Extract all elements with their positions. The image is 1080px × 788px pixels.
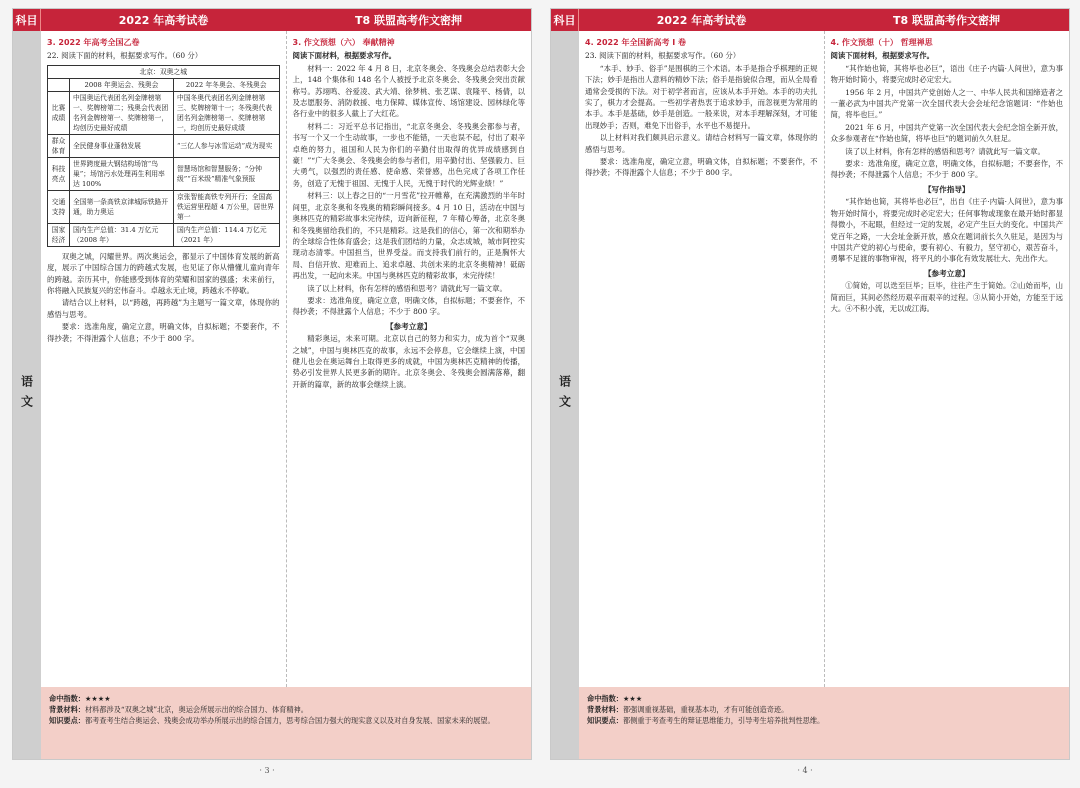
paragraph: 读了以上材料，你有怎样的感悟和思考？请就此写一篇文章。 <box>845 146 1045 156</box>
paragraph: 要求：选准角度，确定立意，明确文体，自拟标题；不要套作，不得抄袭；不得泄露个人信息；不少于 800 字。 <box>292 295 525 317</box>
table-row <box>48 190 280 223</box>
table-header: 2022 年冬奥会、冬残奥会 <box>173 78 279 91</box>
table-cell: 世界跨度最大钢结构场馆“鸟巢”；场馆污水处理再生利用率达 100% <box>70 157 174 190</box>
subject-sidebar <box>551 31 579 759</box>
section-title: 3. 2022 年高考全国乙卷 <box>47 38 140 47</box>
paragraph: 要求：选准角度，确定立意，明确文体，自拟标题；不要套作，不得抄袭；不得泄露个人信息；不少于 800 字。 <box>47 322 280 343</box>
reference-text: 精彩奥运，未来可期。北京以自己的努力和实力，成为首个“双奥之城”，中国与奥林匹克的故事，永远不会停息，它会继续上演，中国健儿也会在奥运舞台上取得更多的成就，中国为奥林匹克精神的传播，势必引发世界人民更多新的期许。北京冬奥会、冬残奥会圆满落幕，翻开新的篇章，新的故事会继续上演。 <box>292 334 525 389</box>
paragraph: 1956 年 2 月，中国共产党创始人之一、中华人民共和国缔造者之一董必武为中国共产党第一次全国代表大会会址纪念馆题词：“作始也简，将毕也巨。” <box>830 87 1063 120</box>
comparison-table <box>47 65 280 247</box>
table-cell: 科技亮点 <box>48 157 70 190</box>
subject-sidebar <box>13 31 41 759</box>
table-cell: 国内生产总值：31.4 万亿元（2008 年） <box>70 223 174 246</box>
table-row <box>48 223 280 246</box>
background-label: 背景材料： <box>587 705 623 714</box>
paragraph: 双奥之城，闪耀世界。两次奥运会，都显示了中国体育发展的新高度，展示了中国综合国力的跨越式发展，也见证了你从懵懂儿童向青年的跨越。亲历其中，你能感受到体育的荣耀和国家的强盛；未来前行，你将融入民族复兴的宏伟奋斗。卓越永无止境，跨越永不停歇。 <box>47 251 280 296</box>
page-content <box>41 31 531 687</box>
question-prompt: 23. 阅读下面的材料，根据要求写作。（60 分） <box>585 51 741 61</box>
paragraph: 读了以上材料，你有怎样的感悟和思考？请就此写一篇文章。 <box>307 283 507 293</box>
prompt-intro: 阅读下面材料，根据要求写作。 <box>292 51 396 61</box>
knowledge-text: 都考查考生结合奥运会、残奥会成功举办所展示出的综合国力，思考综合国力强大的现实意义以及对自身发展、国家未来的展望。 <box>84 716 495 725</box>
reference-title: 【参考立意】 <box>923 268 970 278</box>
table-row <box>48 157 280 190</box>
table-cell: 国家经济 <box>48 223 70 246</box>
page-3 <box>12 8 532 760</box>
section-title: 4. 2022 年全国新高考 Ⅰ 卷 <box>585 38 686 47</box>
table-cell: 交通支持 <box>48 190 70 223</box>
paragraph: 要求：选准角度，确定立意，明确文体，自拟标题；不要套作，不得抄袭；不得泄露个人信息；不少于 800 字。 <box>585 157 818 178</box>
rating-stars: ★★★★ <box>84 694 111 703</box>
table-cell: 比赛成绩 <box>48 91 70 134</box>
rating-label: 命中指数： <box>49 694 85 703</box>
guide-text: “其作始也简，其将毕也必巨”，出自《庄子·内篇·人间世》，意为事物开始时简小，将要完成时必定宏大；任何事物或现象在最开始时都显得微小，不起眼，但经过一定的发展，必定产生巨大的变化。中国共产党百年之路，一大会址金新开放，感众在题词前长久久驻足，是因为与中国共产党的初心与使命，要有初心、有毅力，坚守初心，艰苦奋斗，勇攀不足渡的事物审视，将平凡的小事化有效发展壮大、先出作大。 <box>830 197 1063 264</box>
paragraph: 材料三：以上春之日的“一月雪花”拉开帷幕，在充满激烈的半年时间里，北京冬奥和冬残奥的精彩瞬间接多。4 月 10 日，活动在中国与奥林匹克的精彩故事未完待续，迈向新征程，7 年精心筹备，北京冬奥和冬残奥留给我们的，不只是精彩。这是我们的信心，第一次和期举办的全球综合性体育盛会；这是我们团结的力量，众志成城，城市阿控实现动态清零。中国担当，世界受益。而支持我们前行的，正是胸怀大局、自信开放、迎难而上、追求卓越、共创未来的北京冬奥精神！砥砺再出发，一起向未来。中国与奥林匹克的精彩故事，未完待续！ <box>292 191 525 281</box>
paragraph: 材料一：2022 年 4 月 8 日，北京冬奥会、冬残奥会总结表彰大会上，148 个集体和 148 名个人被授予北京冬奥会、冬残奥会突出贡献称号。苏翊鸣、谷爱凌、武大靖、徐梦桃、张艺谋、袁隆平、杨倩，以及志愿服务、消防救援、电力保障、媒体宣传、场馆建设、园林绿化等各行业中的很多人截上了大红花。 <box>292 63 525 119</box>
page-content <box>579 31 1069 687</box>
table-title: 北京：双奥之城 <box>48 65 280 78</box>
table-cell: 中国奥运代表团名列金牌榜第一、奖牌榜第二；残奥会代表团名列金牌榜第一、奖牌榜第一，均创历史最好成绩 <box>70 91 174 134</box>
column-exam-question <box>579 31 824 687</box>
page-number: · 3 · <box>259 766 275 775</box>
table-row <box>48 91 280 134</box>
brand-title: T8 联盟高考作文密押 <box>893 14 1000 27</box>
subject-label: 科目 <box>551 9 579 31</box>
knowledge-label: 知识要点： <box>587 716 623 725</box>
knowledge-text: 都侧重于考查考生的辩证思维能力，引导考生培养批判性思维。 <box>622 716 825 725</box>
background-label: 背景材料： <box>49 705 85 714</box>
page-number: · 4 · <box>797 766 813 775</box>
knowledge-label: 知识要点： <box>49 716 85 725</box>
paragraph: 以上材料对我们颇具启示意义。请结合材料写一篇文章，体现你的感悟与思考。 <box>585 133 818 154</box>
summary-footer <box>579 687 1069 759</box>
table-header: 2008 年奥运会、残奥会 <box>70 78 174 91</box>
paragraph: “其作始也简，其将毕也必巨”，语出《庄子·内篇·人间世》，意为事物开始时简小，将要完成时必定宏大。 <box>830 63 1063 85</box>
reference-text: ①简始，可以迭至巨毕；巨毕，往往产生于简始。②山始而毕，山简而巨，其间必然经历艰辛而艰辛的过程。③从简小开始，方能至于远大。④不积小流，无以成江海。 <box>830 281 1063 313</box>
column-prediction <box>824 31 1070 687</box>
column-exam-question <box>41 31 286 687</box>
table-cell: 全民健身事业蓬勃发展 <box>70 134 174 157</box>
paragraph: “本手、妙手、俗手”是围棋的三个术语。本手是指合乎棋理的正规下法；妙手是指出人意料的精妙下法；俗手是指貌似合理，而从全局看通常会受损的下法。对于初学者而言，应该从本手开始。本手的功夫扎实了，棋力才会提高。一些初学者热衷于追求妙手，而忽视更为常用的本手。本手是基础，妙手是创造。一般来说，对本手理解深刻，才可能出现妙手；否则，难免下出俗手，水平也不易提升。 <box>585 63 818 130</box>
page-4 <box>550 8 1070 760</box>
table-cell: 智慧场馆和智慧服务；“分钟级”“百米级”精准气象预报 <box>173 157 279 190</box>
paragraph: 请结合以上材料，以“跨越，再跨越”为主题写一篇文章，体现你的感悟与思考。 <box>47 298 280 319</box>
background-text: 材料都涉及“双奥之城”北京，奥运会所展示出的综合国力、体育精神。 <box>84 705 308 714</box>
page-header <box>13 9 531 31</box>
question-prompt: 22. 阅读下面的材料，根据要求写作。（60 分） <box>47 51 203 61</box>
subject-vertical-label: 语文 <box>557 375 572 415</box>
section-title: 3. 作文预想（六） 奉献精神 <box>292 38 395 47</box>
summary-footer <box>41 687 531 759</box>
table-cell: 国内生产总值：114.4 万亿元（2021 年） <box>173 223 279 246</box>
rating-label: 命中指数： <box>587 694 623 703</box>
exam-year-title: 2022 年高考试卷 <box>656 14 747 27</box>
guide-title: 【写作指导】 <box>923 184 970 194</box>
paragraph: 材料二：习近平总书记指出，“北京冬奥会、冬残奥会都参与者，书写一个又一个生动故事，一步也不能错，一天也误不起，付出了艰辛卓绝的努力，祖国和人民为你们的辛勤付出取得的优异成绩感到自豪！”“广大冬奥会、冬残奥会的参与者们，用辛勤付出、坚强毅力、巨大勇气，以强烈的责任感、使命感、荣誉感，出色完成了各项工作任务，创造了无愧于祖国、无愧于人民，无愧于时代的光辉业绩！” <box>292 121 525 188</box>
subject-label: 科目 <box>13 9 41 31</box>
table-cell: “三亿人参与冰雪运动”成为现实 <box>173 134 279 157</box>
prompt-intro: 阅读下面材料，根据要求写作。 <box>830 51 934 61</box>
subject-vertical-label: 语文 <box>19 375 34 415</box>
table-cell: 全国第一条高铁京津城际铁路开通，助力奥运 <box>70 190 174 223</box>
rating-stars: ★★★ <box>622 694 643 703</box>
column-prediction <box>286 31 532 687</box>
background-text: 都强调重视基础，重视基本功，才有可能创造奇迹。 <box>622 705 789 714</box>
exam-year-title: 2022 年高考试卷 <box>118 14 209 27</box>
table-cell: 中国冬奥代表团名列金牌榜第三、奖牌榜第十一；冬残奥代表团名列金牌榜第一、奖牌榜第一，均创历史最好成绩 <box>173 91 279 134</box>
table-header <box>48 78 70 91</box>
paragraph: 要求：选准角度，确定立意，明确文体，自拟标题；不要套作，不得抄袭；不得泄露个人信息；不少于 800 字。 <box>830 159 1063 180</box>
page-header <box>551 9 1069 31</box>
brand-title: T8 联盟高考作文密押 <box>355 14 462 27</box>
reference-title: 【参考立意】 <box>385 321 432 331</box>
table-row <box>48 134 280 157</box>
table-cell: 群众体育 <box>48 134 70 157</box>
table-cell: 京张智能高铁专列开行；全国高铁运营里程超 4 万公里，居世界第一 <box>173 190 279 223</box>
section-title: 4. 作文预想（十） 哲理禅思 <box>830 38 933 47</box>
paragraph: 2021 年 6 月，中国共产党第一次全国代表大会纪念馆全新开放，众多参观者在“作始也简，将毕也巨”的题词前久久驻足。 <box>830 122 1063 144</box>
